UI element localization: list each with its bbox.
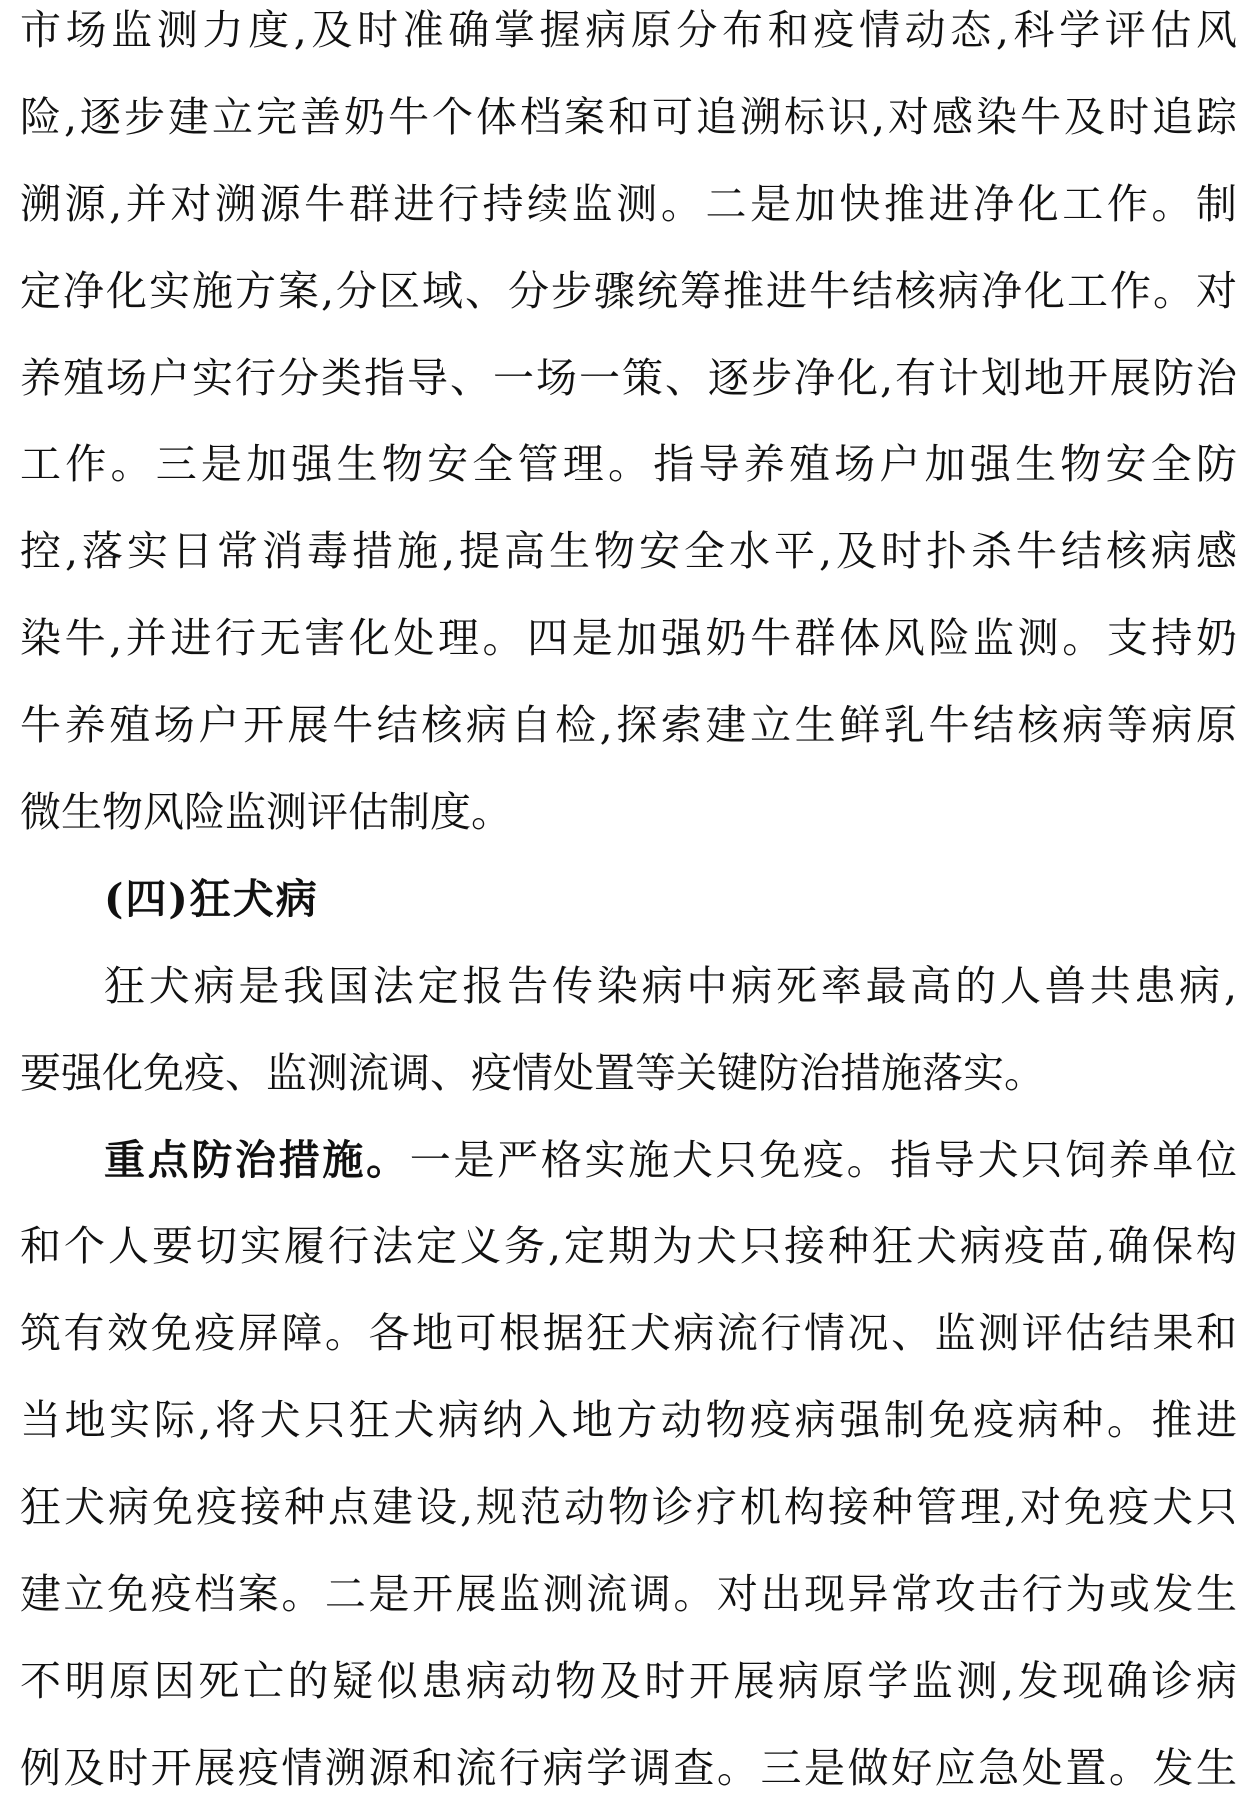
text-line: 狂犬病免疫接种点建设,规范动物诊疗机构接种管理,对免疫犬只 — [20, 1483, 1237, 1532]
text-line: 筑有效免疫屏障。各地可根据狂犬病流行情况、监测评估结果和 — [20, 1309, 1237, 1358]
text-line: 不明原因死亡的疑似患病动物及时开展病原学监测,发现确诊病 — [20, 1656, 1237, 1705]
paragraph-rabies-intro — [20, 956, 1237, 1103]
text-line: 控,落实日常消毒措施,提高生物安全水平,及时扑杀牛结核病感 — [20, 527, 1237, 576]
text-line-with-lead — [20, 1130, 1237, 1190]
paragraph-rabies-measures — [20, 1130, 1237, 1798]
text-line: 狂犬病是我国法定报告传染病中病死率最高的人兽共患病, — [104, 961, 1237, 1010]
text-line: 市场监测力度,及时准确掌握病原分布和疫情动态,科学评估风 — [20, 6, 1237, 54]
text-line: 和个人要切实履行法定义务,定期为犬只接种狂犬病疫苗,确保构 — [20, 1222, 1237, 1271]
text-line: 微生物风险监测评估制度。 — [20, 788, 512, 837]
text-line: 险,逐步建立完善奶牛个体档案和可追溯标识,对感染牛及时追踪 — [20, 92, 1237, 141]
text-line: 定净化实施方案,分区域、分步骤统筹推进牛结核病净化工作。对 — [20, 266, 1237, 315]
text-line: 牛养殖场户开展牛结核病自检,探索建立生鲜乳牛结核病等病原 — [20, 701, 1237, 750]
paragraph-cattle-tuberculosis-continued — [20, 0, 1237, 842]
text-line: 工作。三是加强生物安全管理。指导养殖场户加强生物安全防 — [20, 440, 1237, 489]
text-line: 要强化免疫、监测流调、疫情处置等关键防治措施落实。 — [20, 1048, 1045, 1097]
bold-lead-text: 重点防治措施。 — [104, 1135, 410, 1184]
text-line: 养殖场户实行分类指导、一场一策、逐步净化,有计划地开展防治 — [20, 353, 1237, 402]
section-heading-block — [20, 869, 1237, 929]
text-line: 例及时开展疫情溯源和流行病学调查。三是做好应急处置。发生 — [20, 1743, 1237, 1792]
document-page — [20, 0, 1237, 1798]
text-line: 建立免疫档案。二是开展监测流调。对出现异常攻击行为或发生 — [20, 1570, 1237, 1619]
text-line: 溯源,并对溯源牛群进行持续监测。二是加快推进净化工作。制 — [20, 179, 1237, 228]
text-line-rest: 一是严格实施犬只免疫。指导犬只饲养单位 — [409, 1135, 1237, 1184]
text-line: 染牛,并进行无害化处理。四是加强奶牛群体风险监测。支持奶 — [20, 614, 1237, 663]
text-line: 当地实际,将犬只狂犬病纳入地方动物疫病强制免疫病种。推进 — [20, 1396, 1237, 1445]
section-heading: (四)狂犬病 — [104, 874, 319, 923]
